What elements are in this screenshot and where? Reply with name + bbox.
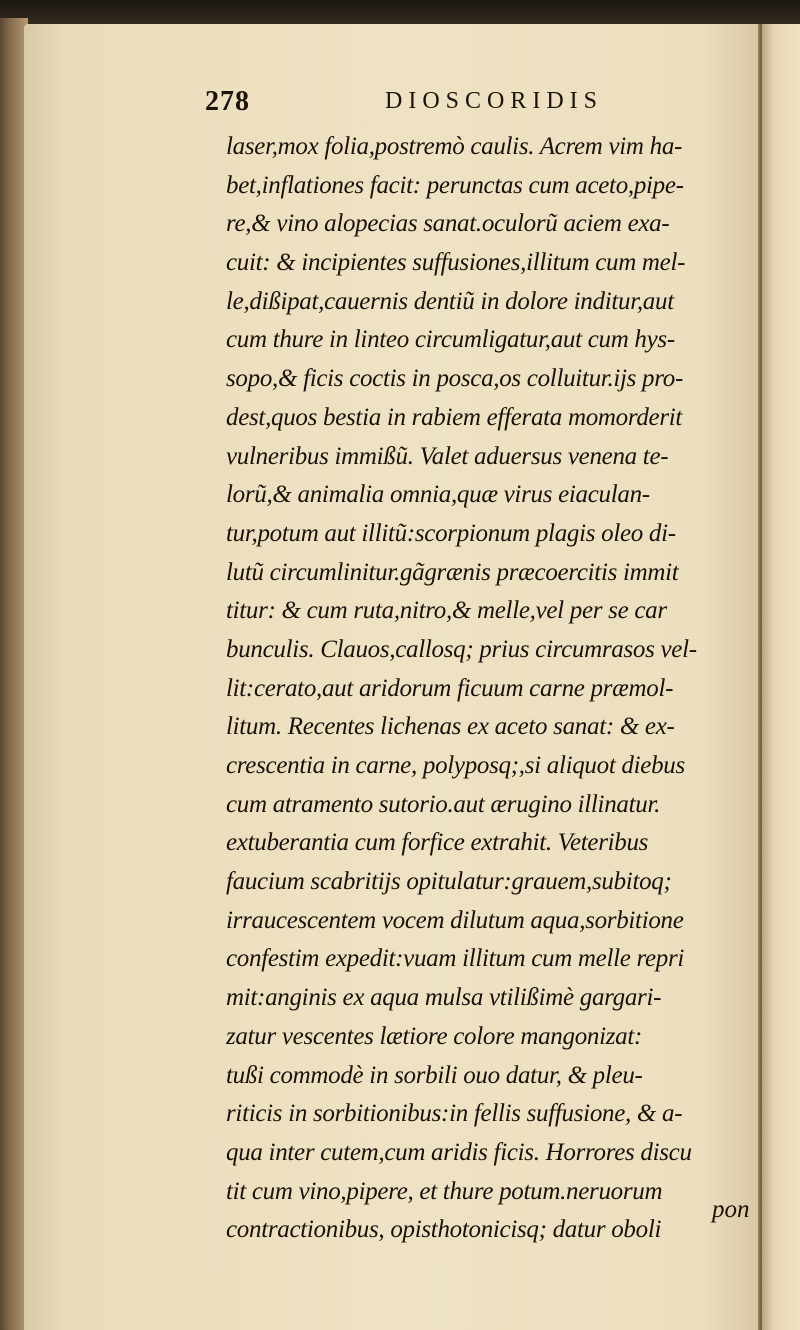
text-line: faucium scabritijs opitulatur:grauem,subitoq; (226, 868, 672, 896)
text-line: tur,potum aut illitũ:scorpionum plagis oleo di- (226, 519, 676, 547)
text-line: titur: & cum ruta,nitro,& melle,vel per se car (226, 597, 667, 625)
text-line: sopo,& ficis coctis in posca,os colluitur.ijs pro- (226, 365, 683, 393)
text-line: crescentia in carne, polyposq;,si aliquot diebus (226, 752, 685, 779)
page-number: 278 (205, 86, 250, 117)
text-line: extuberantia cum forfice extrahit. Veteribus (226, 829, 649, 857)
text-line: cum thure in linteo circumligatur,aut cum hys- (226, 326, 675, 354)
page-header (205, 86, 645, 126)
next-page-edge (762, 24, 800, 1330)
text-line: dest,quos bestia in rabiem efferata momorderit (226, 403, 683, 431)
text-line: contractionibus, opisthotonicisq; datur oboli (226, 1216, 662, 1244)
text-line: confestim expedit:vuam illitum cum melle repri (226, 945, 685, 973)
text-line: lorũ,& animalia omnia,quæ virus eiaculan- (226, 481, 650, 509)
text-line: cuit: & incipientes suffusiones,illitum cum mel- (226, 249, 686, 277)
text-line: tit cum vino,pipere, et thure potum.neruorum (226, 1177, 663, 1205)
text-line: bet,inflationes facit: perunctas cum aceto,pipe- (226, 171, 684, 199)
text-line: re,& vino alopecias sanat.oculorũ aciem exa- (226, 210, 670, 238)
text-block (226, 128, 766, 1250)
text-line: le,dißipat,cauernis dentiũ in dolore inditur,aut (226, 287, 674, 315)
text-line: litum. Recentes lichenas ex aceto sanat: & ex- (226, 713, 675, 741)
text-line: riticis in sorbitionibus:in fellis suffusione, & a- (226, 1100, 683, 1128)
text-line: irraucescentem vocem dilutum aqua,sorbitione (226, 906, 684, 934)
text-line: vulneribus immißũ. Valet aduersus venena te- (226, 442, 669, 470)
text-line: mit:anginis ex aqua mulsa vtilißimè gargari- (226, 984, 662, 1012)
text-line: lit:cerato,aut aridorum ficuum carne præmol- (226, 674, 674, 702)
text-line: laser,mox folia,postremò caulis. Acrem vim ha- (226, 133, 683, 160)
text-line: cum atramento sutorio.aut ærugino illinatur. (226, 790, 661, 818)
text-line: zatur vescentes lætiore colore mangonizat: (226, 1022, 643, 1050)
text-line: tußi commodè in sorbili ouo datur, & pleu- (226, 1061, 643, 1089)
text-line: bunculis. Clauos,callosq; prius circumrasos vel- (226, 635, 697, 663)
running-head: DIOSCORIDIS (385, 88, 604, 114)
text-line: lutũ circumlinitur.gãgrænis præcoercitis immit (226, 558, 679, 586)
catchword: pon (712, 1196, 750, 1223)
text-line: qua inter cutem,cum aridis ficis. Horrores discu (226, 1138, 692, 1166)
